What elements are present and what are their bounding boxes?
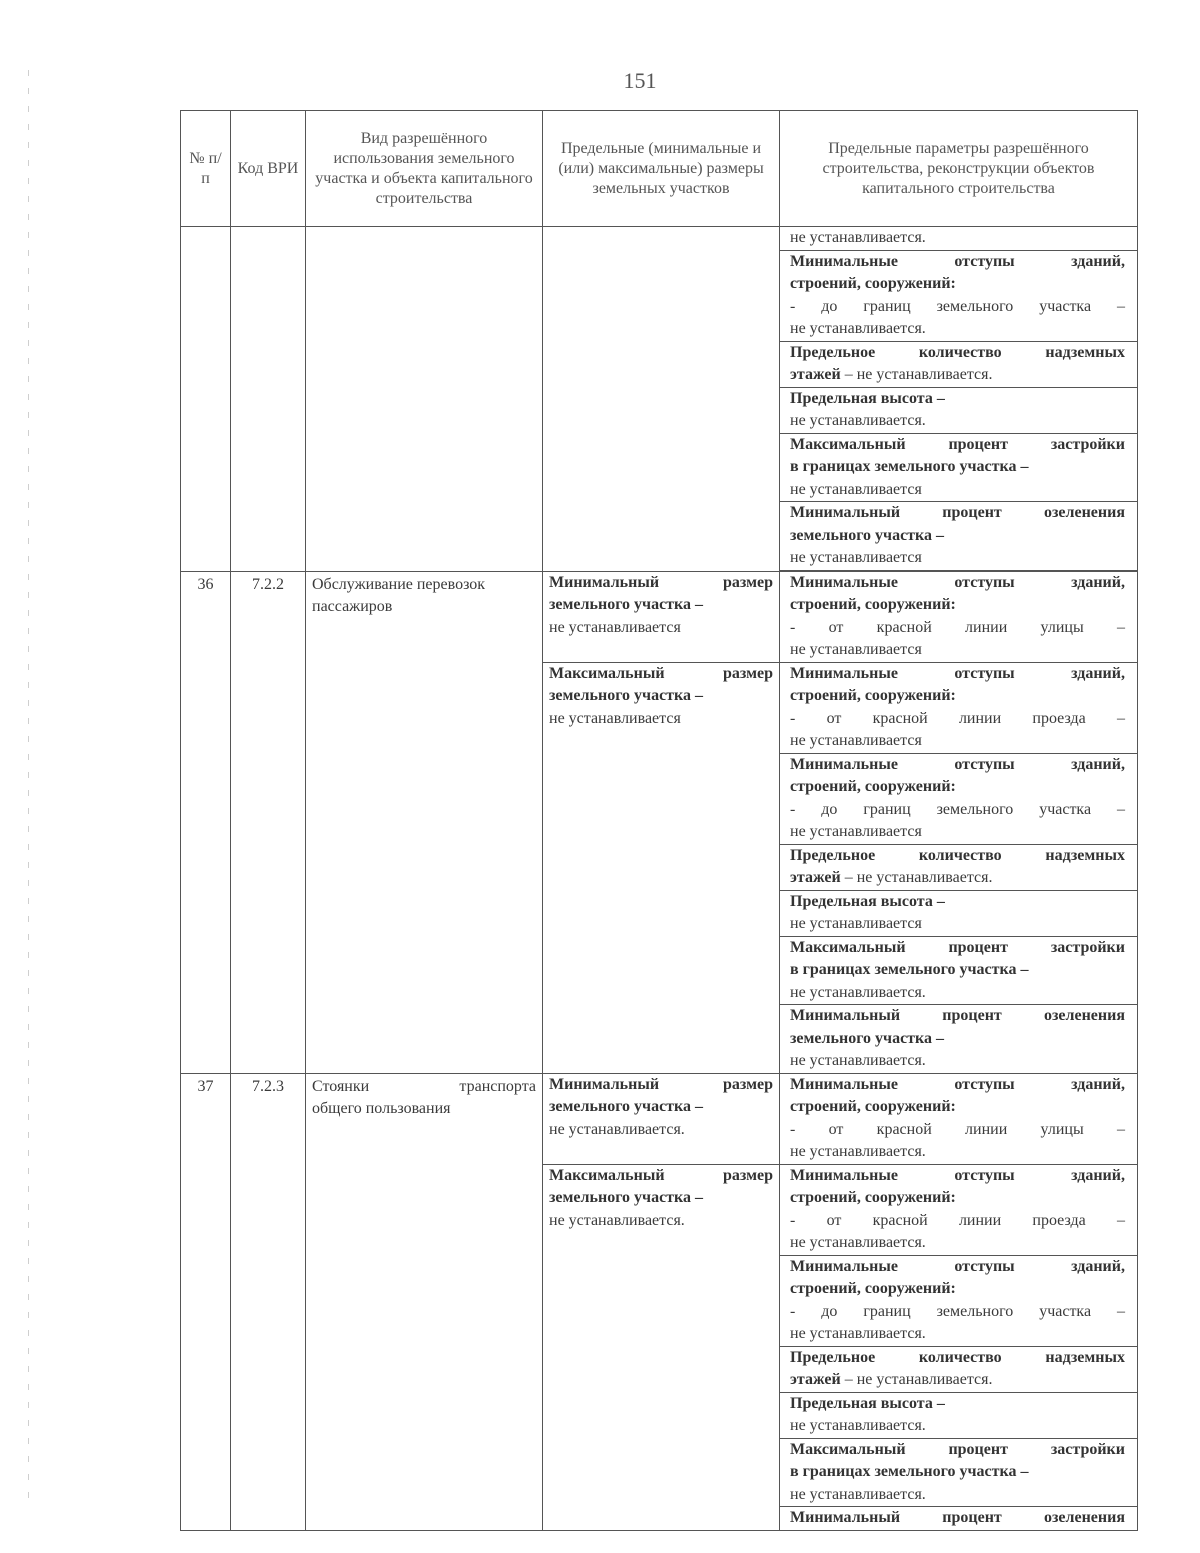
param-cell: Минимальный процент озеленения земельного участка – не устанавливается. [780,1005,1138,1074]
param-cell: не устанавливается. [780,227,1138,251]
row-num: 36 [181,571,231,1073]
param-cell: Максимальный процент застройки в границах земельного участка – не устанавливается. [780,1438,1138,1507]
param-cell: Минимальные отступы зданий, строений, сооружений: - от красной линии проезда – не устанавливается [780,662,1138,753]
param-cell: Максимальный процент застройки в границах земельного участка – не устанавливается [780,433,1138,502]
scan-edge [28,70,29,1510]
param-cell: Минимальный процент озеленения земельного участка – не устанавливается [780,502,1138,571]
table-row [181,227,1138,251]
param-cell: Минимальные отступы зданий, строений, сооружений: - от красной линии проезда – не устанавливается. [780,1164,1138,1255]
header-code: Код ВРИ [231,111,306,227]
header-kind: Вид разрешённого использования земельного участка и объекта капитального строительства [306,111,543,227]
row-kind: Стоянки транспорта общего пользования [306,1073,543,1530]
header-num: № п/п [181,111,231,227]
param-cell: Предельное количество надземных этажей – не устанавливается. [780,341,1138,387]
param-cell: Предельная высота – не устанавливается. [780,1392,1138,1438]
param-cell: Минимальные отступы зданий, строений, сооружений: - до границ земельного участка – не устанавливается. [780,250,1138,341]
param-cell: Предельное количество надземных этажей – не устанавливается. [780,844,1138,890]
lot-size-cell: Минимальный размер земельного участка – не устанавливается. [543,1073,780,1164]
row-num: 37 [181,1073,231,1530]
cont-code-cell [231,227,306,572]
row-code: 7.2.2 [231,571,306,1073]
table-row [181,571,1138,662]
cont-num-cell [181,227,231,572]
lot-size-cell: Максимальный размер земельного участка – не устанавливается [543,662,780,1073]
param-cell: Минимальный процент озеленения [780,1507,1138,1531]
lot-size-cell: Максимальный размер земельного участка – не устанавливается. [543,1164,780,1530]
param-cell: Минимальные отступы зданий, строений, сооружений: - от красной линии улицы – не устанавливается. [780,1073,1138,1164]
param-cell: Предельное количество надземных этажей – не устанавливается. [780,1346,1138,1392]
table-header-row [181,111,1138,227]
header-lot-size: Предельные (минимальные и (или) максимальные) размеры земельных участков [543,111,780,227]
table-row [181,1073,1138,1164]
param-cell: Минимальные отступы зданий, строений, сооружений: - до границ земельного участка – не устанавливается. [780,1255,1138,1346]
param-cell: Предельная высота – не устанавливается. [780,387,1138,433]
header-params: Предельные параметры разрешённого строительства, реконструкции объектов капитального строительства [780,111,1138,227]
param-cell: Минимальные отступы зданий, строений, сооружений: - от красной линии улицы – не устанавливается [780,571,1138,662]
param-cell: Максимальный процент застройки в границах земельного участка – не устанавливается. [780,936,1138,1005]
lot-size-cell: Минимальный размер земельного участка – не устанавливается [543,571,780,662]
page-number: 151 [623,68,657,93]
param-cell: Предельная высота – не устанавливается [780,890,1138,936]
row-kind: Обслуживание перевозок пассажиров [306,571,543,1073]
regulations-table [180,110,1138,1531]
row-code: 7.2.3 [231,1073,306,1530]
cont-kind-cell [306,227,543,572]
param-cell: Минимальные отступы зданий, строений, сооружений: - до границ земельного участка – не устанавливается [780,753,1138,844]
cont-lot-cell [543,227,780,572]
